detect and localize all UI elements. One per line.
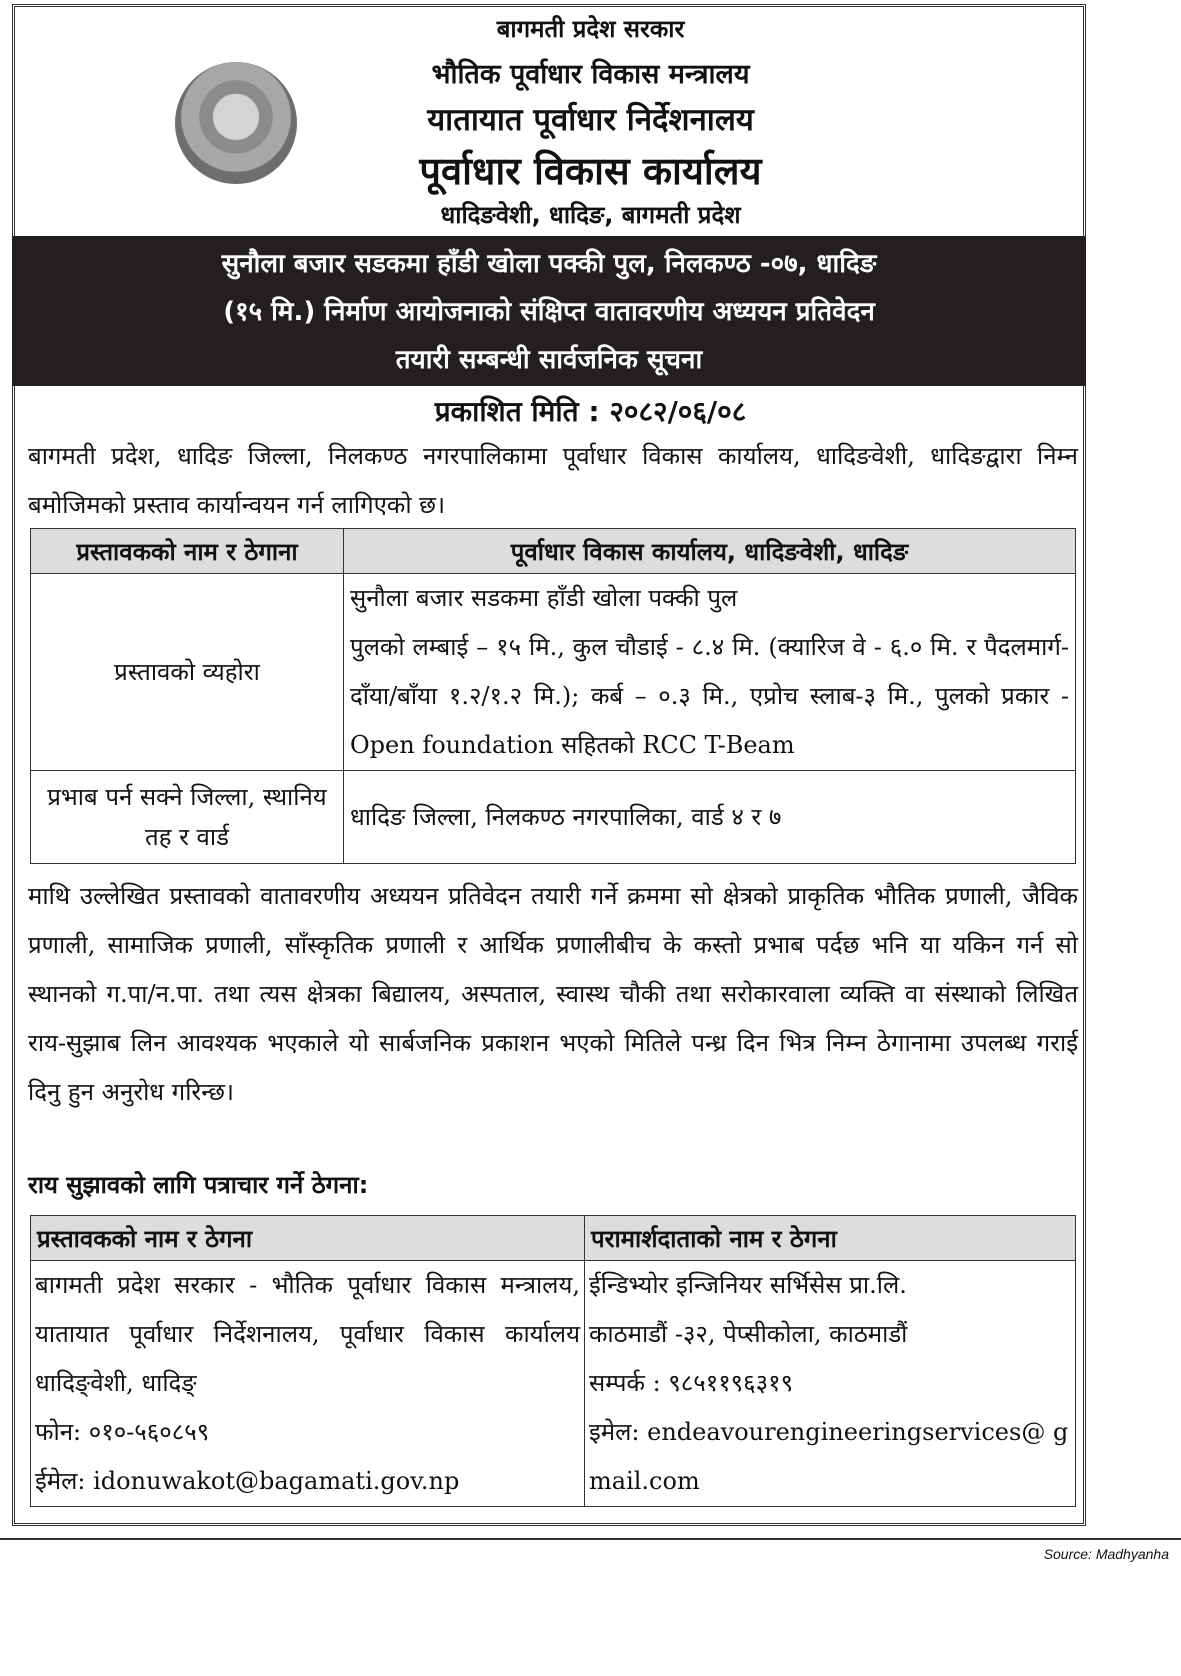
header-line-1: बागमती प्रदेश सरकार [496, 15, 685, 43]
consultant-phone: सम्पर्क : ९८५११९६३१९ [589, 1369, 794, 1397]
consultant-header: परामार्शदाताको नाम र ठेगना [585, 1216, 1076, 1261]
consultant-contact [585, 1261, 1076, 1507]
footer-divider [0, 1538, 1181, 1540]
banner-line-3: तयारी सम्बन्धी सार्वजनिक सूचना [395, 345, 703, 375]
proponent-address: बागमती प्रदेश सरकार - भौतिक पूर्वाधार विकास मन्त्रालय, यातायात पूर्वाधार निर्देशनालय, पूर्वाधार विकास कार्यालय धादिङ्वेशी, धादिङ् [35, 1271, 580, 1397]
header-directorate: यातायात पूर्वाधार निर्देशनालय [427, 102, 754, 138]
consultant-address: काठमाडौं -३२, पेप्सीकोला, काठमाडौं [589, 1320, 908, 1348]
proponent-label: प्रस्तावकको नाम र ठेगाना [31, 529, 344, 574]
table-row [31, 771, 1076, 864]
proponent-contact [31, 1261, 585, 1507]
suggestion-heading: राय सुझावको लागि पत्राचार गर्ने ठेगना: [28, 1171, 369, 1199]
project-details-table [30, 528, 1076, 864]
affected-area-label: प्रभाब पर्न सक्ने जिल्ला, स्थानिय तह र वार्ड [31, 771, 344, 864]
banner-line-2: (१५ मि.) निर्माण आयोजनाको संक्षिप्त वातावरणीय अध्ययन प्रतिवेदन [223, 297, 875, 327]
published-date: प्रकाशित मिति : २०८२/०६/०८ [434, 395, 747, 428]
notice-title-banner [12, 236, 1086, 386]
proponent-header: प्रस्तावकको नाम र ठेगना [31, 1216, 585, 1261]
contact-table [30, 1215, 1076, 1507]
banner-line-1: सुनौला बजार सडकमा हाँडी खोला पक्की पुल, निलकण्ठ -०७, धादिङ [221, 249, 877, 279]
table-row [31, 1261, 1076, 1507]
consultant-email: इमेल: endeavourengineeringservices@ gmail.com [589, 1418, 1069, 1495]
consultant-name: ईन्डिभ्योर इन्जिनियर सर्भिसेस प्रा.लि. [589, 1271, 907, 1299]
proponent-value: पूर्वाधार विकास कार्यालय, धादिङवेशी, धादिङ [344, 529, 1076, 574]
proposal-title: सुनौला बजार सडकमा हाँडी खोला पक्की पुल [350, 584, 738, 612]
affected-area-value: धादिङ जिल्ला, निलकण्ठ नगरपालिका, वार्ड ४ र ७ [344, 771, 1076, 864]
header-ministry: भौतिक पूर्वाधार विकास मन्त्रालय [431, 59, 750, 90]
header-address: धादिङवेशी, धादिङ, बागमती प्रदेश [440, 201, 741, 229]
source-credit: Source: Madhyanha [1043, 1546, 1169, 1562]
header-office: पूर्वाधार विकास कार्यालय [419, 149, 762, 193]
proposal-label: प्रस्तावको व्यहोरा [31, 574, 344, 771]
intro-paragraph: बागमती प्रदेश, धादिङ जिल्ला, निलकण्ठ नगरपालिकामा पूर्वाधार विकास कार्यालय, धादिङवेशी, धादिङद्वारा निम्न बमोजिमको प्रस्ताव कार्यान्वयन गर्न लागिएको छ। [28, 442, 1078, 519]
proposal-value [344, 574, 1076, 771]
table-row [31, 1216, 1076, 1261]
table-row [31, 529, 1076, 574]
proposal-specs: पुलको लम्बाई – १५ मि., कुल चौडाई - ८.४ मि. (क्यारिज वे - ६.० मि. र पैदलमार्ग- दाँया/बाँया १.२/१.२ मि.); कर्ब – ०.३ मि., एप्रोच स्लाब-३ मि., पुलको प्रकार - Open foundation सहितको RCC T-Beam [350, 633, 1069, 759]
proponent-phone: फोन: ०१०-५६०८५९ [35, 1418, 210, 1446]
body-paragraph: माथि उल्लेखित प्रस्तावको वातावरणीय अध्ययन प्रतिवेदन तयारी गर्ने क्रममा सो क्षेत्रको प्राकृतिक भौतिक प्रणाली, जैविक प्रणाली, सामाजिक प्रणाली, साँस्कृतिक प्रणाली र आर्थिक प्रणालीबीच के कस्तो प्रभाब पर्दछ भनि या यकिन गर्न सो स्थानको ग.पा/न.पा. तथा त्यस क्षेत्रका बिद्यालय, अस्पताल, स्वास्थ चौकी तथा सरोकारवाला व्यक्ति वा संस्थाको लिखित राय-सुझाब लिन आवश्यक भएकाले यो सार्बजनिक प्रकाशन भएको मितिले पन्ध्र दिन भित्र निम्न ठेगानामा उपलब्ध गराई दिनु हुन अनुरोध गरिन्छ। [28, 882, 1078, 1106]
table-row [31, 574, 1076, 771]
proponent-email: ईमेल: idonuwakot@bagamati.gov.np [35, 1467, 460, 1495]
